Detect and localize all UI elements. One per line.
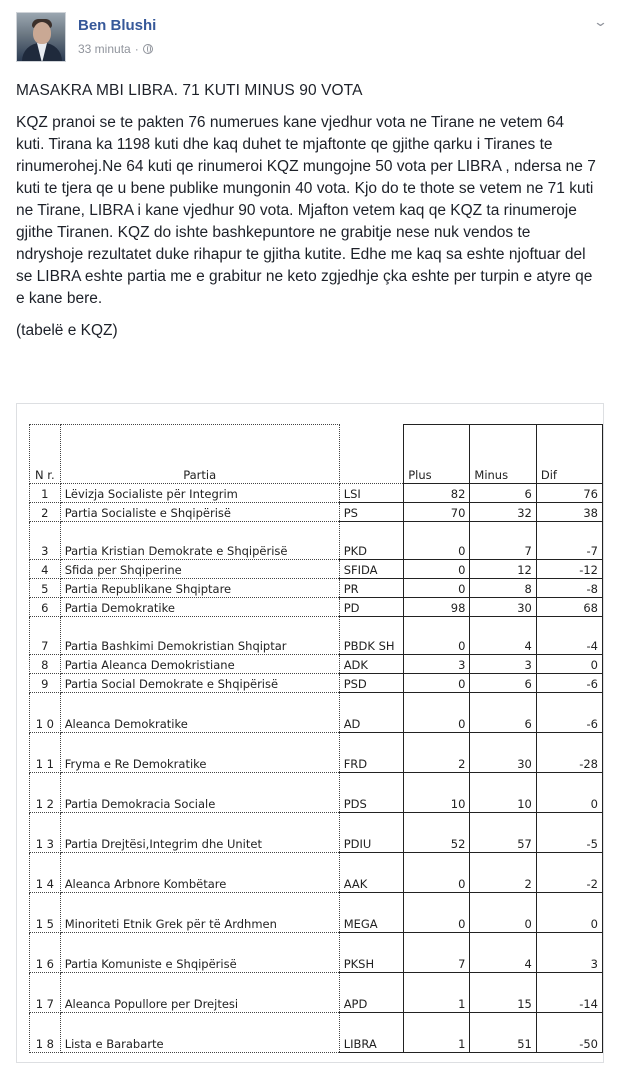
cell-dif: 0 [536, 773, 602, 813]
post-header [16, 12, 609, 68]
cell-party: Partia Komuniste e Shqipërisë [60, 933, 339, 973]
cell-minus: 8 [470, 579, 536, 598]
cell-n: 3 [30, 522, 61, 560]
cell-dif: -7 [536, 522, 602, 560]
cell-dif: -8 [536, 579, 602, 598]
post-timestamp[interactable]: 33 minuta [78, 42, 131, 56]
image-caption: (tabelë e KQZ) [16, 322, 118, 339]
cell-party: Minoriteti Etnik Grek për të Ardhmen [60, 893, 339, 933]
table-row [30, 655, 603, 674]
cell-party: Partia Kristian Demokrate e Shqipërisë [60, 522, 339, 560]
cell-plus: 70 [404, 503, 470, 522]
cell-dif: -2 [536, 853, 602, 893]
attached-table-image[interactable] [16, 403, 604, 1063]
cell-n: 1 [30, 484, 61, 503]
cell-dif: 0 [536, 893, 602, 933]
table-row [30, 579, 603, 598]
cell-n: 2 [30, 503, 61, 522]
cell-plus: 52 [404, 813, 470, 853]
header-abbr [339, 425, 404, 484]
cell-party: Partia Republikane Shqiptare [60, 579, 339, 598]
table-row [30, 598, 603, 617]
table-row [30, 617, 603, 655]
cell-n: 8 [30, 655, 61, 674]
cell-dif: -6 [536, 693, 602, 733]
cell-abbr: PR [339, 579, 404, 598]
table-row [30, 973, 603, 1013]
cell-minus: 32 [470, 503, 536, 522]
cell-n: 4 [30, 560, 61, 579]
cell-abbr: PSD [339, 674, 404, 693]
cell-abbr: LIBRA [339, 1013, 404, 1053]
cell-minus: 4 [470, 933, 536, 973]
cell-plus: 2 [404, 733, 470, 773]
cell-n: 5 [30, 579, 61, 598]
meta-separator: · [134, 42, 139, 56]
cell-n: 1 1 [30, 733, 61, 773]
cell-minus: 7 [470, 522, 536, 560]
author-name[interactable]: Ben Blushi [78, 17, 157, 34]
cell-abbr: MEGA [339, 893, 404, 933]
cell-plus: 0 [404, 693, 470, 733]
cell-abbr: SFIDA [339, 560, 404, 579]
cell-minus: 6 [470, 693, 536, 733]
cell-party: Partia Demokratike [60, 598, 339, 617]
cell-minus: 0 [470, 893, 536, 933]
header-minus: Minus [470, 425, 536, 484]
table-row [30, 773, 603, 813]
cell-minus: 6 [470, 484, 536, 503]
cell-dif: 76 [536, 484, 602, 503]
cell-n: 6 [30, 598, 61, 617]
cell-minus: 51 [470, 1013, 536, 1053]
cell-minus: 30 [470, 733, 536, 773]
cell-plus: 0 [404, 893, 470, 933]
header-party: Partia [60, 425, 339, 484]
cell-abbr: AAK [339, 853, 404, 893]
cell-abbr: PS [339, 503, 404, 522]
cell-plus: 7 [404, 933, 470, 973]
cell-abbr: AD [339, 693, 404, 733]
table-row [30, 933, 603, 973]
table-row [30, 733, 603, 773]
table-row [30, 813, 603, 853]
cell-abbr: APD [339, 973, 404, 1013]
cell-party: Partia Aleanca Demokristiane [60, 655, 339, 674]
cell-dif: 3 [536, 933, 602, 973]
cell-dif: -28 [536, 733, 602, 773]
cell-plus: 0 [404, 522, 470, 560]
cell-n: 7 [30, 617, 61, 655]
cell-plus: 3 [404, 655, 470, 674]
table-row [30, 853, 603, 893]
cell-plus: 0 [404, 674, 470, 693]
cell-party: Partia Demokracia Sociale [60, 773, 339, 813]
cell-dif: -50 [536, 1013, 602, 1053]
cell-plus: 10 [404, 773, 470, 813]
cell-party: Partia Drejtësi,Integrim dhe Unitet [60, 813, 339, 853]
cell-n: 1 4 [30, 853, 61, 893]
post-title: MASAKRA MBI LIBRA. 71 KUTI MINUS 90 VOTA [16, 82, 363, 99]
cell-plus: 0 [404, 579, 470, 598]
cell-n: 1 8 [30, 1013, 61, 1053]
cell-n: 1 0 [30, 693, 61, 733]
cell-abbr: PBDK SH [339, 617, 404, 655]
cell-minus: 2 [470, 853, 536, 893]
cell-minus: 12 [470, 560, 536, 579]
cell-party: Fryma e Re Demokratike [60, 733, 339, 773]
cell-abbr: PD [339, 598, 404, 617]
cell-plus: 0 [404, 853, 470, 893]
cell-n: 1 5 [30, 893, 61, 933]
cell-n: 1 2 [30, 773, 61, 813]
cell-dif: 38 [536, 503, 602, 522]
cell-dif: -5 [536, 813, 602, 853]
post-meta [78, 42, 153, 56]
cell-abbr: ADK [339, 655, 404, 674]
table-row [30, 893, 603, 933]
cell-dif: -14 [536, 973, 602, 1013]
cell-plus: 0 [404, 617, 470, 655]
cell-abbr: PKSH [339, 933, 404, 973]
globe-icon [143, 44, 153, 54]
cell-plus: 0 [404, 560, 470, 579]
cell-dif: -6 [536, 674, 602, 693]
table-row [30, 693, 603, 733]
table-row [30, 484, 603, 503]
cell-dif: -4 [536, 617, 602, 655]
table-header-row [30, 425, 603, 484]
cell-party: Aleanca Demokratike [60, 693, 339, 733]
results-table [29, 424, 603, 1053]
cell-plus: 1 [404, 973, 470, 1013]
cell-party: Partia Socialiste e Shqipërisë [60, 503, 339, 522]
table-row [30, 674, 603, 693]
cell-minus: 4 [470, 617, 536, 655]
avatar[interactable] [16, 12, 66, 62]
cell-n: 1 7 [30, 973, 61, 1013]
cell-party: Aleanca Arbnore Kombëtare [60, 853, 339, 893]
cell-abbr: PDIU [339, 813, 404, 853]
cell-minus: 30 [470, 598, 536, 617]
post-text [16, 80, 596, 352]
cell-dif: 0 [536, 655, 602, 674]
table-row [30, 522, 603, 560]
cell-abbr: PKD [339, 522, 404, 560]
cell-minus: 3 [470, 655, 536, 674]
cell-minus: 10 [470, 773, 536, 813]
header-dif: Dif [536, 425, 602, 484]
cell-dif: 68 [536, 598, 602, 617]
header-plus: Plus [404, 425, 470, 484]
chevron-down-icon[interactable]: ⌄ [592, 14, 609, 29]
cell-n: 9 [30, 674, 61, 693]
cell-minus: 15 [470, 973, 536, 1013]
cell-party: Partia Social Demokrate e Shqipërisë [60, 674, 339, 693]
table-row [30, 1013, 603, 1053]
cell-minus: 57 [470, 813, 536, 853]
cell-abbr: PDS [339, 773, 404, 813]
cell-abbr: LSI [339, 484, 404, 503]
cell-n: 1 3 [30, 813, 61, 853]
cell-party: Aleanca Popullore per Drejtesi [60, 973, 339, 1013]
cell-abbr: FRD [339, 733, 404, 773]
cell-party: Partia Bashkimi Demokristian Shqiptar [60, 617, 339, 655]
cell-party: Lëvizja Socialiste për Integrim [60, 484, 339, 503]
post-body: KQZ pranoi se te pakten 76 numerues kane vjedhur vota ne Tirane ne vetem 64 kuti. Tirana ka 1198 kuti dhe kaq duhet te mjaftonte qe gjithe qarku i Tiranes te rinumerohej.Ne 64 kuti qe rinumeroi KQZ mungojne 50 vota per LIBRA , ndersa ne 7 kuti te tjera qe u bene publike mungonin 40 vota. Kjo do te thote se vetem ne 71 kuti ne Tirane, LIBRA i kane vjedhur 90 vota. Mjafton vetem kaq qe KQZ ta rinumeroje gjithe Tiranen. KQZ do ishte bashkepuntore ne grabitje nese nuk vendos te ndryshoje rezultatet duke rihapur te gjitha kutite. Edhe me kaq sa eshte njoftuar del se LIBRA eshte partia me e grabitur ne keto zgjedhje çka eshte per turpin e atyre qe e kane bere. [16, 114, 596, 307]
cell-plus: 98 [404, 598, 470, 617]
cell-party: Sfida per Shqiperine [60, 560, 339, 579]
cell-n: 1 6 [30, 933, 61, 973]
table-row [30, 503, 603, 522]
table-row [30, 560, 603, 579]
cell-dif: -12 [536, 560, 602, 579]
cell-party: Lista e Barabarte [60, 1013, 339, 1053]
cell-minus: 6 [470, 674, 536, 693]
header-n: N r. [30, 425, 61, 484]
cell-plus: 82 [404, 484, 470, 503]
cell-plus: 1 [404, 1013, 470, 1053]
